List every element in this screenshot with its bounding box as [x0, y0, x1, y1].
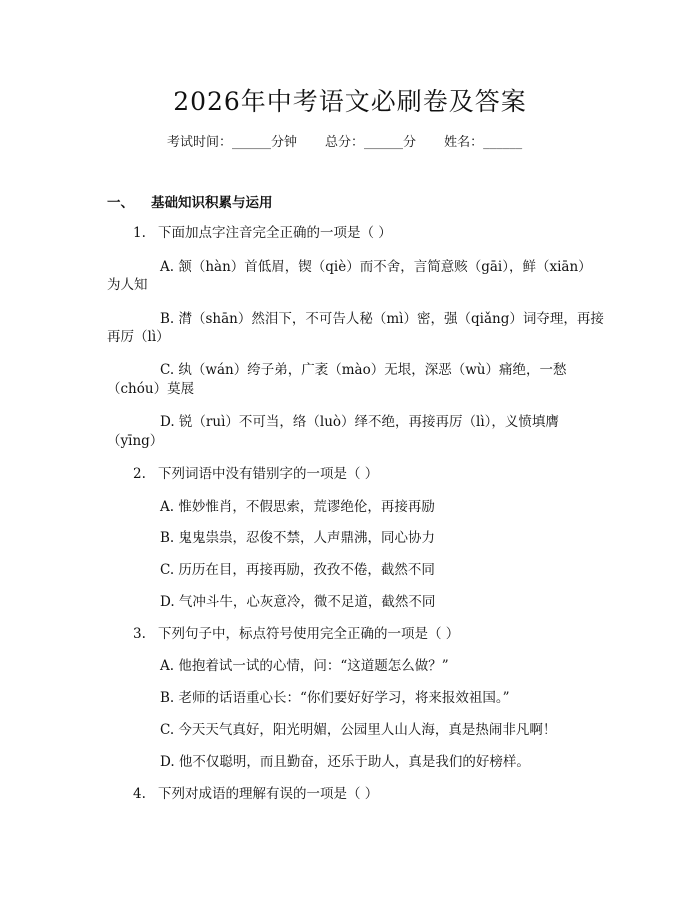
time-unit: 分钟 — [271, 135, 298, 150]
question-2-option-c: C. 历历在目，再接再励，孜孜不倦，截然不同 — [160, 562, 435, 578]
question-1-option-b: B. 潸（shān）然泪下，不可告人秘（mì）密，强（qiǎng）词夺理，再接 — [160, 311, 604, 327]
name-label: 姓名： — [444, 135, 484, 150]
question-number: 2. — [133, 466, 146, 482]
section-heading — [107, 191, 273, 211]
question-1-option-d: D. 锐（ruì）不可当，络（luò）绎不绝，再接再厉（lì），义愤填膺 — [160, 414, 559, 430]
question-3-option-b: B. 老师的话语重心长：“你们要好好学习，将来报效祖国。” — [160, 690, 510, 706]
exam-title: 2026年中考语文必刷卷及答案 — [173, 87, 527, 116]
time-blank: ______ — [232, 135, 272, 150]
score-label: 总分： — [325, 135, 365, 150]
question-4-stem — [133, 784, 378, 804]
question-number: 4. — [133, 786, 146, 802]
question-3-option-c: C. 今天天气真好，阳光明媚，公园里人山人海，真是热闹非凡啊！ — [160, 722, 557, 738]
exam-info-line — [167, 131, 522, 150]
question-1-option-a: A. 颔（hàn）首低眉，锲（qiè）而不舍，言简意赅（gāi），鲜（xiān） — [160, 259, 592, 275]
question-text: 下列对成语的理解有误的一项是（ ） — [158, 786, 379, 802]
score-unit: 分 — [403, 135, 417, 150]
section-number: 一、 — [107, 195, 134, 211]
score-blank: ______ — [364, 135, 404, 150]
name-blank: ______ — [483, 135, 523, 150]
question-1-stem — [133, 223, 392, 243]
question-3-stem — [133, 624, 459, 644]
question-2-option-a: A. 惟妙惟肖，不假思索，荒谬绝伦，再接再励 — [160, 499, 435, 515]
question-number: 1. — [133, 225, 146, 241]
time-label: 考试时间： — [167, 135, 233, 150]
question-2-option-d: D. 气冲斗牛，心灰意冷，微不足道，截然不同 — [160, 594, 436, 610]
question-1-option-a-cont: 为人知 — [107, 277, 148, 293]
question-3-option-d: D. 他不仅聪明，而且勤奋，还乐于助人，真是我们的好榜样。 — [160, 754, 530, 770]
question-2-option-b: B. 鬼鬼祟祟，忍俊不禁，人声鼎沸，同心协力 — [160, 530, 436, 546]
question-text: 下面加点字注音完全正确的一项是（ ） — [158, 225, 392, 241]
question-1-option-b-cont: 再厉（lì） — [107, 329, 170, 345]
question-2-stem — [133, 464, 378, 484]
question-1-option-d-cont: （yīng） — [107, 433, 164, 449]
question-text: 下列句子中，标点符号使用完全正确的一项是（ ） — [158, 626, 460, 642]
question-text: 下列词语中没有错别字的一项是（ ） — [158, 466, 379, 482]
question-1-option-c: C. 纨（wán）绔子弟，广袤（mào）无垠，深恶（wù）痛绝，一愁 — [160, 362, 567, 378]
question-number: 3. — [133, 626, 146, 642]
section-title: 基础知识积累与运用 — [151, 195, 273, 211]
question-3-option-a: A. 他抱着试一试的心情，问：“这道题怎么做？” — [160, 658, 449, 674]
question-1-option-c-cont: （chóu）莫展 — [107, 381, 195, 397]
